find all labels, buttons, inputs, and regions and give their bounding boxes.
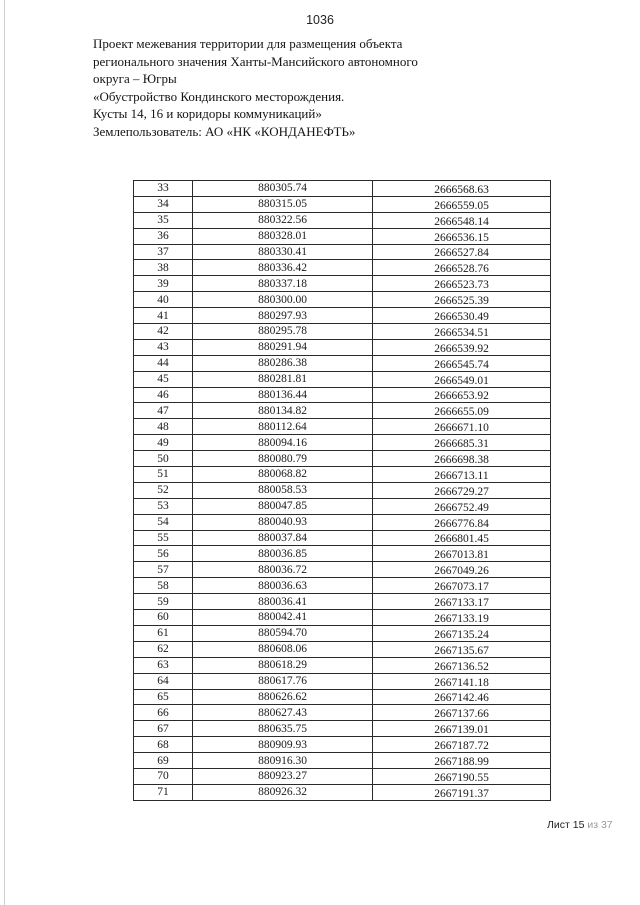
point-number-cell: 46: [134, 387, 193, 403]
table-row: [134, 196, 551, 212]
y-coordinate-cell: 2667073.17: [373, 578, 551, 594]
table-row: [134, 482, 551, 498]
y-coordinate-cell: 2666559.05: [373, 196, 551, 212]
point-number-cell: 63: [134, 657, 193, 673]
point-number-cell: 52: [134, 482, 193, 498]
sheet-total: из 37: [587, 819, 613, 831]
x-coordinate-cell: 880136.44: [193, 387, 373, 403]
y-coordinate-cell: 2666568.63: [373, 181, 551, 197]
point-number-cell: 50: [134, 451, 193, 467]
x-coordinate-cell: 880336.42: [193, 260, 373, 276]
y-coordinate-cell: 2666527.84: [373, 244, 551, 260]
coordinates-table: [133, 180, 551, 801]
table-row: [134, 244, 551, 260]
point-number-cell: 57: [134, 562, 193, 578]
x-coordinate-cell: 880297.93: [193, 308, 373, 324]
x-coordinate-cell: 880330.41: [193, 244, 373, 260]
point-number-cell: 39: [134, 276, 193, 292]
point-number-cell: 41: [134, 308, 193, 324]
point-number-cell: 58: [134, 578, 193, 594]
table-row: [134, 387, 551, 403]
y-coordinate-cell: 2667139.01: [373, 721, 551, 737]
table-row: [134, 673, 551, 689]
y-coordinate-cell: 2666548.14: [373, 212, 551, 228]
table-row: [134, 768, 551, 784]
x-coordinate-cell: 880315.05: [193, 196, 373, 212]
point-number-cell: 51: [134, 467, 193, 483]
y-coordinate-cell: 2667133.19: [373, 610, 551, 626]
x-coordinate-cell: 880300.00: [193, 292, 373, 308]
table-row: [134, 641, 551, 657]
table-row: [134, 594, 551, 610]
table-row: [134, 578, 551, 594]
point-number-cell: 60: [134, 610, 193, 626]
table-row: [134, 721, 551, 737]
x-coordinate-cell: 880291.94: [193, 339, 373, 355]
point-number-cell: 71: [134, 784, 193, 800]
y-coordinate-cell: 2666713.11: [373, 467, 551, 483]
point-number-cell: 34: [134, 196, 193, 212]
x-coordinate-cell: 880594.70: [193, 625, 373, 641]
y-coordinate-cell: 2666549.01: [373, 371, 551, 387]
table-row: [134, 657, 551, 673]
point-number-cell: 62: [134, 641, 193, 657]
table-row: [134, 228, 551, 244]
point-number-cell: 33: [134, 181, 193, 197]
y-coordinate-cell: 2666653.92: [373, 387, 551, 403]
table-row: [134, 435, 551, 451]
point-number-cell: 67: [134, 721, 193, 737]
y-coordinate-cell: 2666530.49: [373, 308, 551, 324]
x-coordinate-cell: 880618.29: [193, 657, 373, 673]
header-line: «Обустройство Кондинского месторождения.: [93, 88, 345, 104]
table-row: [134, 308, 551, 324]
x-coordinate-cell: 880047.85: [193, 498, 373, 514]
table-row: [134, 562, 551, 578]
table-row: [134, 514, 551, 530]
x-coordinate-cell: 880058.53: [193, 482, 373, 498]
y-coordinate-cell: 2666523.73: [373, 276, 551, 292]
x-coordinate-cell: 880036.72: [193, 562, 373, 578]
x-coordinate-cell: 880627.43: [193, 705, 373, 721]
x-coordinate-cell: 880112.64: [193, 419, 373, 435]
point-number-cell: 54: [134, 514, 193, 530]
x-coordinate-cell: 880080.79: [193, 451, 373, 467]
header-line: регионального значения Ханты-Мансийского автономного: [93, 53, 418, 69]
x-coordinate-cell: 880328.01: [193, 228, 373, 244]
table-row: [134, 689, 551, 705]
header-line: Кусты 14, 16 и коридоры коммуникаций»: [93, 106, 322, 121]
table-row: [134, 260, 551, 276]
point-number-cell: 49: [134, 435, 193, 451]
table-row: [134, 292, 551, 308]
y-coordinate-cell: 2666801.45: [373, 530, 551, 546]
sheet-footer: [547, 819, 613, 831]
table-row: [134, 403, 551, 419]
y-coordinate-cell: 2667187.72: [373, 737, 551, 753]
y-coordinate-cell: 2667135.24: [373, 625, 551, 641]
table-row: [134, 276, 551, 292]
table-row: [134, 212, 551, 228]
table-row: [134, 339, 551, 355]
point-number-cell: 68: [134, 737, 193, 753]
page-number: 1036: [306, 13, 334, 27]
y-coordinate-cell: 2666655.09: [373, 403, 551, 419]
point-number-cell: 44: [134, 355, 193, 371]
header-line: Землепользователь: АО «НК «КОНДАНЕФТЬ»: [93, 123, 356, 139]
table-row: [134, 181, 551, 197]
point-number-cell: 40: [134, 292, 193, 308]
point-number-cell: 38: [134, 260, 193, 276]
table-row: [134, 451, 551, 467]
table-row: [134, 467, 551, 483]
point-number-cell: 47: [134, 403, 193, 419]
y-coordinate-cell: 2666776.84: [373, 514, 551, 530]
point-number-cell: 66: [134, 705, 193, 721]
y-coordinate-cell: 2666545.74: [373, 355, 551, 371]
point-number-cell: 53: [134, 498, 193, 514]
point-number-cell: 55: [134, 530, 193, 546]
x-coordinate-cell: 880068.82: [193, 467, 373, 483]
y-coordinate-cell: 2666729.27: [373, 482, 551, 498]
x-coordinate-cell: 880286.38: [193, 355, 373, 371]
point-number-cell: 64: [134, 673, 193, 689]
header-line: Проект межевания территории для размещения объекта: [93, 36, 403, 51]
point-number-cell: 65: [134, 689, 193, 705]
y-coordinate-cell: 2666536.15: [373, 228, 551, 244]
point-number-cell: 36: [134, 228, 193, 244]
x-coordinate-cell: 880635.75: [193, 721, 373, 737]
y-coordinate-cell: 2666539.92: [373, 339, 551, 355]
table-row: [134, 625, 551, 641]
x-coordinate-cell: 880037.84: [193, 530, 373, 546]
y-coordinate-cell: 2667141.18: [373, 673, 551, 689]
x-coordinate-cell: 880281.81: [193, 371, 373, 387]
point-number-cell: 35: [134, 212, 193, 228]
point-number-cell: 69: [134, 753, 193, 769]
x-coordinate-cell: 880626.62: [193, 689, 373, 705]
table-row: [134, 705, 551, 721]
point-number-cell: 61: [134, 625, 193, 641]
x-coordinate-cell: 880337.18: [193, 276, 373, 292]
table-row: [134, 546, 551, 562]
scan-margin-line: [4, 0, 5, 905]
point-number-cell: 56: [134, 546, 193, 562]
y-coordinate-cell: 2667135.67: [373, 641, 551, 657]
table-row: [134, 610, 551, 626]
y-coordinate-cell: 2666685.31: [373, 435, 551, 451]
x-coordinate-cell: 880608.06: [193, 641, 373, 657]
table-row: [134, 753, 551, 769]
x-coordinate-cell: 880036.63: [193, 578, 373, 594]
header-line: округа – Югры: [93, 71, 177, 86]
table-row: [134, 737, 551, 753]
x-coordinate-cell: 880305.74: [193, 181, 373, 197]
y-coordinate-cell: 2666671.10: [373, 419, 551, 435]
y-coordinate-cell: 2666528.76: [373, 260, 551, 276]
x-coordinate-cell: 880322.56: [193, 212, 373, 228]
y-coordinate-cell: 2667188.99: [373, 753, 551, 769]
point-number-cell: 70: [134, 768, 193, 784]
y-coordinate-cell: 2667133.17: [373, 594, 551, 610]
table-row: [134, 784, 551, 800]
y-coordinate-cell: 2667136.52: [373, 657, 551, 673]
y-coordinate-cell: 2667013.81: [373, 546, 551, 562]
point-number-cell: 59: [134, 594, 193, 610]
y-coordinate-cell: 2666752.49: [373, 498, 551, 514]
y-coordinate-cell: 2666525.39: [373, 292, 551, 308]
x-coordinate-cell: 880036.41: [193, 594, 373, 610]
x-coordinate-cell: 880617.76: [193, 673, 373, 689]
table-row: [134, 419, 551, 435]
coordinates-table-body: [134, 181, 551, 801]
point-number-cell: 37: [134, 244, 193, 260]
point-number-cell: 48: [134, 419, 193, 435]
table-row: [134, 355, 551, 371]
point-number-cell: 45: [134, 371, 193, 387]
y-coordinate-cell: 2667191.37: [373, 784, 551, 800]
y-coordinate-cell: 2667142.46: [373, 689, 551, 705]
x-coordinate-cell: 880295.78: [193, 324, 373, 340]
point-number-cell: 42: [134, 324, 193, 340]
y-coordinate-cell: 2666698.38: [373, 451, 551, 467]
point-number-cell: 43: [134, 339, 193, 355]
sheet-label: Лист 15: [547, 819, 585, 831]
x-coordinate-cell: 880134.82: [193, 403, 373, 419]
table-row: [134, 324, 551, 340]
x-coordinate-cell: 880926.32: [193, 784, 373, 800]
y-coordinate-cell: 2667190.55: [373, 768, 551, 784]
x-coordinate-cell: 880909.93: [193, 737, 373, 753]
table-row: [134, 371, 551, 387]
x-coordinate-cell: 880042.41: [193, 610, 373, 626]
document-header: [93, 35, 453, 140]
x-coordinate-cell: 880916.30: [193, 753, 373, 769]
y-coordinate-cell: 2667137.66: [373, 705, 551, 721]
y-coordinate-cell: 2666534.51: [373, 324, 551, 340]
table-row: [134, 498, 551, 514]
table-row: [134, 530, 551, 546]
x-coordinate-cell: 880040.93: [193, 514, 373, 530]
x-coordinate-cell: 880923.27: [193, 768, 373, 784]
x-coordinate-cell: 880094.16: [193, 435, 373, 451]
y-coordinate-cell: 2667049.26: [373, 562, 551, 578]
x-coordinate-cell: 880036.85: [193, 546, 373, 562]
